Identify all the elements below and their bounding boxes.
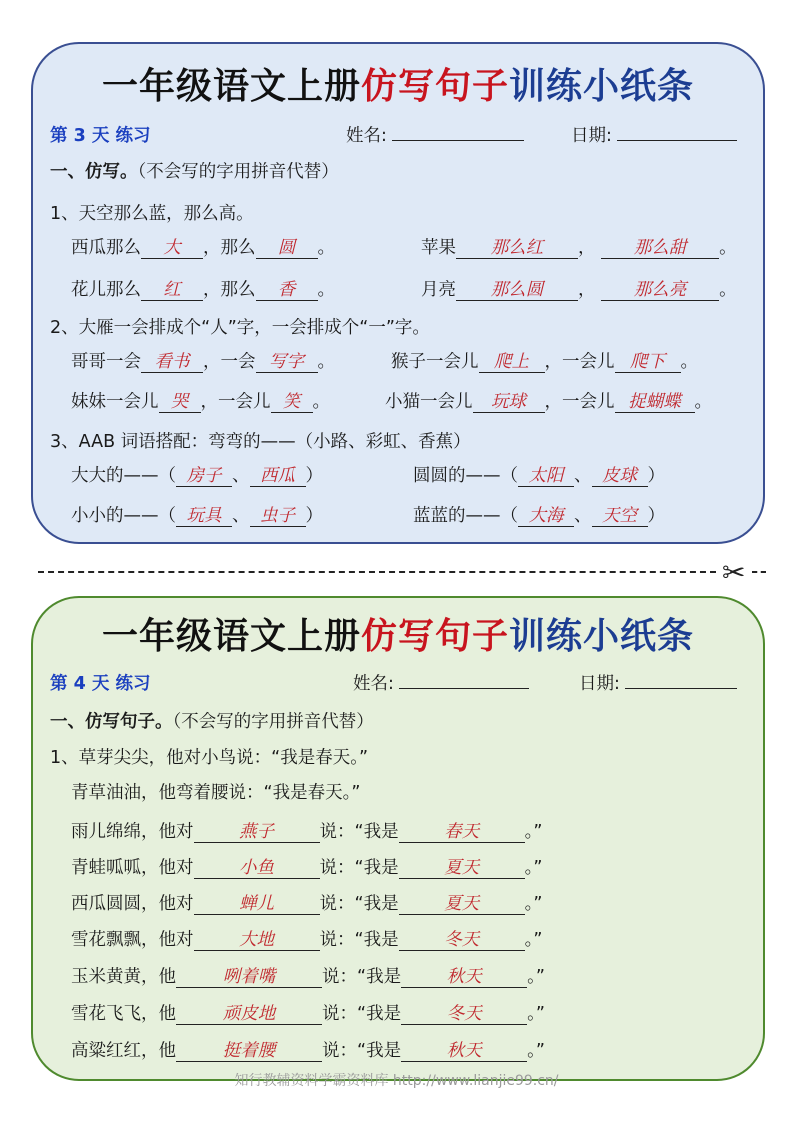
answer-blank[interactable]: 玩球 bbox=[473, 392, 545, 413]
name-field: 姓名: bbox=[353, 670, 529, 695]
answer-blank[interactable]: 爬下 bbox=[615, 352, 681, 373]
question-stem: 1、天空那么蓝，那么高。 bbox=[50, 204, 254, 224]
answer-blank[interactable]: 那么圆 bbox=[456, 280, 578, 301]
answer-blank[interactable]: 香 bbox=[256, 280, 318, 301]
exercise-line: 西瓜那么 大 ，那么 圆 。 bbox=[71, 238, 335, 258]
answer-blank[interactable]: 那么亮 bbox=[601, 280, 719, 301]
answer-blank[interactable]: 大地 bbox=[194, 930, 320, 951]
answer-blank[interactable]: 夏天 bbox=[399, 894, 525, 915]
exercise-line: 圆圆的——（ 太阳 、 皮球 ） bbox=[413, 466, 665, 486]
answer-blank[interactable]: 写字 bbox=[256, 352, 318, 373]
answer-blank[interactable]: 那么甜 bbox=[601, 238, 719, 259]
card-title: 一年级语文上册仿写句子训练小纸条 bbox=[101, 616, 695, 657]
example-line: 1、草芽尖尖，他对小鸟说：“我是春天。” bbox=[50, 748, 369, 768]
answer-blank[interactable]: 秋天 bbox=[401, 967, 527, 988]
answer-blank[interactable]: 夏天 bbox=[399, 858, 525, 879]
exercise-line: 苹果 那么红 ， 那么甜 。 bbox=[421, 238, 737, 258]
cut-line bbox=[38, 571, 716, 573]
section-heading: 一、仿写。（不会写的字用拼音代替） bbox=[50, 162, 339, 182]
answer-blank[interactable]: 小鱼 bbox=[194, 858, 320, 879]
answer-blank[interactable]: 那么红 bbox=[456, 238, 578, 259]
answer-blank[interactable]: 秋天 bbox=[401, 1041, 527, 1062]
name-blank[interactable] bbox=[399, 670, 529, 689]
answer-blank[interactable]: 燕子 bbox=[194, 822, 320, 843]
answer-blank[interactable]: 捉蝴蝶 bbox=[615, 392, 695, 413]
answer-blank[interactable]: 虫子 bbox=[250, 506, 306, 527]
date-field: 日期: bbox=[579, 670, 737, 695]
exercise-line: 雪花飞飞，他 顽皮地 说：“我是 冬天 。” bbox=[71, 1004, 545, 1024]
date-blank[interactable] bbox=[625, 670, 737, 689]
answer-blank[interactable]: 大海 bbox=[518, 506, 574, 527]
worksheet-card-day3 bbox=[31, 42, 765, 544]
answer-blank[interactable]: 看书 bbox=[141, 352, 203, 373]
answer-blank[interactable]: 爬上 bbox=[479, 352, 545, 373]
answer-blank[interactable]: 哭 bbox=[159, 392, 201, 413]
answer-blank[interactable]: 圆 bbox=[256, 238, 318, 259]
question-stem: 3、AAB 词语搭配：弯弯的——（小路、彩虹、香蕉） bbox=[50, 432, 471, 452]
question-stem: 2、大雁一会排成个“人”字，一会排成个“一”字。 bbox=[50, 318, 430, 338]
exercise-line: 高粱红红，他 挺着腰 说：“我是 秋天 。” bbox=[71, 1041, 545, 1061]
date-field: 日期: bbox=[571, 122, 737, 147]
day-label: 第 4 天 练习 bbox=[50, 674, 151, 694]
answer-blank[interactable]: 皮球 bbox=[592, 466, 648, 487]
answer-blank[interactable]: 咧着嘴 bbox=[176, 967, 322, 988]
answer-blank[interactable]: 冬天 bbox=[401, 1004, 527, 1025]
answer-blank[interactable]: 房子 bbox=[176, 466, 232, 487]
exercise-line: 花儿那么 红 ，那么 香 。 bbox=[71, 280, 335, 300]
exercise-line: 猴子一会儿 爬上 ，一会儿 爬下 。 bbox=[391, 352, 698, 372]
answer-blank[interactable]: 太阳 bbox=[518, 466, 574, 487]
exercise-line: 青蛙呱呱，他对 小鱼 说：“我是 夏天 。” bbox=[71, 858, 543, 878]
exercise-line: 妹妹一会儿 哭 ，一会儿 笑 。 bbox=[71, 392, 330, 412]
example-line: 青草油油，他弯着腰说：“我是春天。” bbox=[71, 783, 361, 803]
exercise-line: 雨儿绵绵，他对 燕子 说：“我是 春天 。” bbox=[71, 822, 543, 842]
answer-blank[interactable]: 春天 bbox=[399, 822, 525, 843]
answer-blank[interactable]: 挺着腰 bbox=[176, 1041, 322, 1062]
date-blank[interactable] bbox=[617, 122, 737, 141]
exercise-line: 月亮 那么圆 ， 那么亮 。 bbox=[421, 280, 737, 300]
worksheet-card-day4 bbox=[31, 596, 765, 1081]
exercise-line: 玉米黄黄，他 咧着嘴 说：“我是 秋天 。” bbox=[71, 967, 545, 987]
answer-blank[interactable]: 笑 bbox=[271, 392, 313, 413]
answer-blank[interactable]: 红 bbox=[141, 280, 203, 301]
exercise-line: 小小的——（ 玩具 、 虫子 ） bbox=[71, 506, 323, 526]
day-label: 第 3 天 练习 bbox=[50, 126, 151, 146]
exercise-line: 小猫一会儿 玩球 ，一会儿 捉蝴蝶 。 bbox=[385, 392, 712, 412]
answer-blank[interactable]: 蝉儿 bbox=[194, 894, 320, 915]
answer-blank[interactable]: 天空 bbox=[592, 506, 648, 527]
answer-blank[interactable]: 玩具 bbox=[176, 506, 232, 527]
answer-blank[interactable]: 顽皮地 bbox=[176, 1004, 322, 1025]
cut-line-tail bbox=[752, 571, 766, 573]
name-field: 姓名: bbox=[346, 122, 524, 147]
name-blank[interactable] bbox=[392, 122, 524, 141]
exercise-line: 雪花飘飘，他对 大地 说：“我是 冬天 。” bbox=[71, 930, 543, 950]
answer-blank[interactable]: 冬天 bbox=[399, 930, 525, 951]
exercise-line: 哥哥一会 看书 ，一会 写字 。 bbox=[71, 352, 335, 372]
answer-blank[interactable]: 大 bbox=[141, 238, 203, 259]
card-title: 一年级语文上册仿写句子训练小纸条 bbox=[101, 66, 695, 107]
footer-watermark: 知行教辅资料学霸资料库 http://www.lianjie99.cn/ bbox=[234, 1073, 559, 1089]
section-heading: 一、仿写句子。（不会写的字用拼音代替） bbox=[50, 712, 374, 732]
scissors-icon: ✂ bbox=[722, 556, 746, 589]
exercise-line: 大大的——（ 房子 、 西瓜 ） bbox=[71, 466, 323, 486]
answer-blank[interactable]: 西瓜 bbox=[250, 466, 306, 487]
exercise-line: 西瓜圆圆，他对 蝉儿 说：“我是 夏天 。” bbox=[71, 894, 543, 914]
exercise-line: 蓝蓝的——（ 大海 、 天空 ） bbox=[413, 506, 665, 526]
